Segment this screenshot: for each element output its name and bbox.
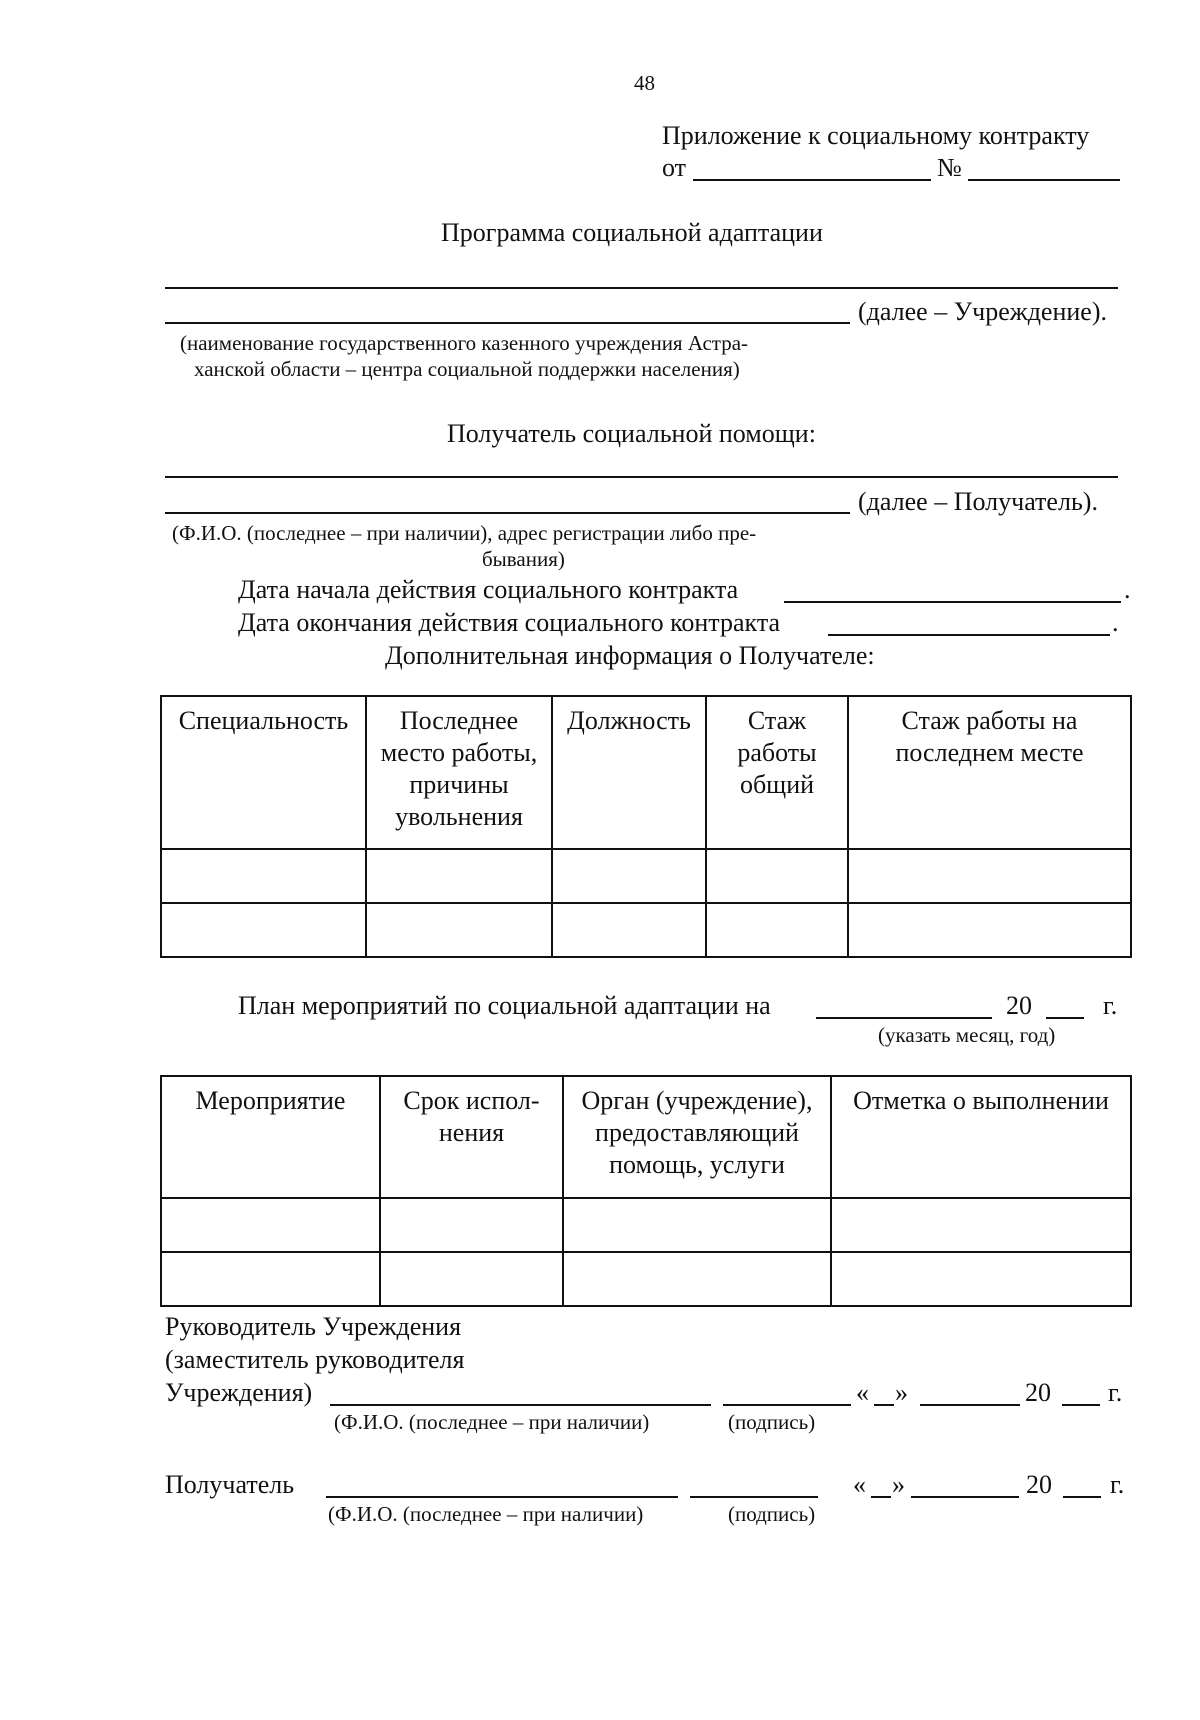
- table-cell[interactable]: [563, 1198, 831, 1252]
- recipient-sign-field[interactable]: [690, 1496, 818, 1498]
- institution-name-field-1[interactable]: [165, 287, 1118, 289]
- recipient-month-field[interactable]: [911, 1496, 1019, 1498]
- table-row: [161, 903, 1131, 957]
- recipient-caption-1: (Ф.И.О. (последнее – при наличии), адрес регистрации либо пре-: [172, 521, 757, 545]
- recipient-fio-sign-field[interactable]: [326, 1496, 678, 1498]
- recipient-sign-caption: (подпись): [728, 1502, 816, 1526]
- recipient-year-field[interactable]: [1063, 1496, 1101, 1498]
- head-month-field[interactable]: [920, 1404, 1020, 1406]
- table-cell[interactable]: [848, 849, 1131, 903]
- head-signature-line3: Учреждения): [165, 1378, 313, 1407]
- recipient-year-prefix: 20: [1026, 1470, 1052, 1499]
- page-number: 48: [634, 71, 655, 95]
- table-cell[interactable]: [366, 849, 552, 903]
- plan-header-deadline: Срок испол-нения: [380, 1076, 563, 1198]
- table-cell[interactable]: [706, 903, 848, 957]
- head-year-field[interactable]: [1062, 1404, 1100, 1406]
- plan-header-completion-mark: Отметка о выполнении: [831, 1076, 1131, 1198]
- plan-heading: План мероприятий по социальной адаптации на: [238, 991, 771, 1020]
- head-signature-line2: (заместитель руководителя: [165, 1345, 465, 1374]
- appendix-date-field[interactable]: [693, 179, 931, 181]
- recipient-fio-caption: (Ф.И.О. (последнее – при наличии): [328, 1502, 644, 1526]
- institution-caption-2: ханской области – центра социальной поддержки населения): [194, 357, 740, 381]
- info-header-total-experience: Стаж работы общий: [706, 696, 848, 849]
- table-cell[interactable]: [706, 849, 848, 903]
- table-row: [161, 1198, 1131, 1252]
- appendix-number-field[interactable]: [968, 179, 1120, 181]
- plan-month-field[interactable]: [816, 1017, 992, 1019]
- info-header-specialty: Специальность: [161, 696, 366, 849]
- contract-start-field[interactable]: [784, 601, 1121, 603]
- table-cell[interactable]: [161, 1252, 380, 1306]
- table-row: [161, 849, 1131, 903]
- appendix-from-label: от: [662, 153, 687, 182]
- plan-caption: (указать месяц, год): [878, 1023, 1056, 1047]
- plan-header-activity: Мероприятие: [161, 1076, 380, 1198]
- additional-info-heading: Дополнительная информация о Получателе:: [385, 641, 875, 670]
- table-cell[interactable]: [161, 849, 366, 903]
- contract-start-label: Дата начала действия социального контракта: [238, 575, 739, 604]
- plan-year-prefix: 20: [1006, 991, 1032, 1020]
- recipient-heading: Получатель социальной помощи:: [447, 419, 816, 448]
- contract-end-field[interactable]: [828, 634, 1110, 636]
- table-cell[interactable]: [552, 903, 706, 957]
- table-cell[interactable]: [380, 1252, 563, 1306]
- head-year-prefix: 20: [1025, 1378, 1051, 1407]
- head-fio-caption: (Ф.И.О. (последнее – при наличии): [334, 1410, 650, 1434]
- table-cell[interactable]: [831, 1198, 1131, 1252]
- program-title: Программа социальной адаптации: [441, 218, 823, 247]
- institution-suffix: (далее – Учреждение).: [858, 297, 1107, 326]
- recipient-info-table: [160, 695, 1132, 958]
- contract-end-period: .: [1112, 608, 1119, 637]
- institution-caption-1: (наименование государственного казенного учреждения Астра-: [180, 331, 749, 355]
- recipient-date-quote-open: «: [853, 1470, 866, 1499]
- plan-table: [160, 1075, 1132, 1307]
- table-cell[interactable]: [366, 903, 552, 957]
- info-header-last-place-experience: Стаж работы на последнем месте: [848, 696, 1131, 849]
- plan-year-field[interactable]: [1046, 1017, 1084, 1019]
- table-cell[interactable]: [848, 903, 1131, 957]
- plan-year-suffix: г.: [1103, 991, 1118, 1020]
- table-cell[interactable]: [831, 1252, 1131, 1306]
- head-sign-caption: (подпись): [728, 1410, 816, 1434]
- head-date-quote-close: »: [895, 1378, 908, 1407]
- recipient-day-field[interactable]: [871, 1496, 891, 1498]
- recipient-signature-label: Получатель: [165, 1470, 295, 1499]
- institution-name-field-2[interactable]: [165, 322, 850, 324]
- info-header-last-job: Последнее место работы, причины увольнения: [366, 696, 552, 849]
- table-cell[interactable]: [552, 849, 706, 903]
- table-cell[interactable]: [161, 1198, 380, 1252]
- recipient-fio-field-2[interactable]: [165, 512, 850, 514]
- head-date-quote-open: «: [856, 1378, 869, 1407]
- info-header-position: Должность: [552, 696, 706, 849]
- appendix-number-sign: №: [937, 153, 962, 182]
- recipient-year-suffix: г.: [1110, 1470, 1125, 1499]
- table-cell[interactable]: [161, 903, 366, 957]
- recipient-date-quote-close: »: [892, 1470, 905, 1499]
- head-day-field[interactable]: [874, 1404, 894, 1406]
- head-fio-field[interactable]: [330, 1404, 711, 1406]
- contract-start-period: .: [1124, 575, 1131, 604]
- appendix-title: Приложение к социальному контракту: [662, 121, 1090, 150]
- head-year-suffix: г.: [1108, 1378, 1123, 1407]
- head-signature-line1: Руководитель Учреждения: [165, 1312, 462, 1341]
- recipient-caption-2: бывания): [482, 547, 565, 571]
- table-row: [161, 1252, 1131, 1306]
- head-sign-field[interactable]: [723, 1404, 851, 1406]
- table-cell[interactable]: [380, 1198, 563, 1252]
- plan-header-provider: Орган (учреждение), предоставляющий помощь, услуги: [563, 1076, 831, 1198]
- recipient-fio-field-1[interactable]: [165, 476, 1118, 478]
- contract-end-label: Дата окончания действия социального контракта: [238, 608, 781, 637]
- table-cell[interactable]: [563, 1252, 831, 1306]
- recipient-suffix: (далее – Получатель).: [858, 487, 1098, 516]
